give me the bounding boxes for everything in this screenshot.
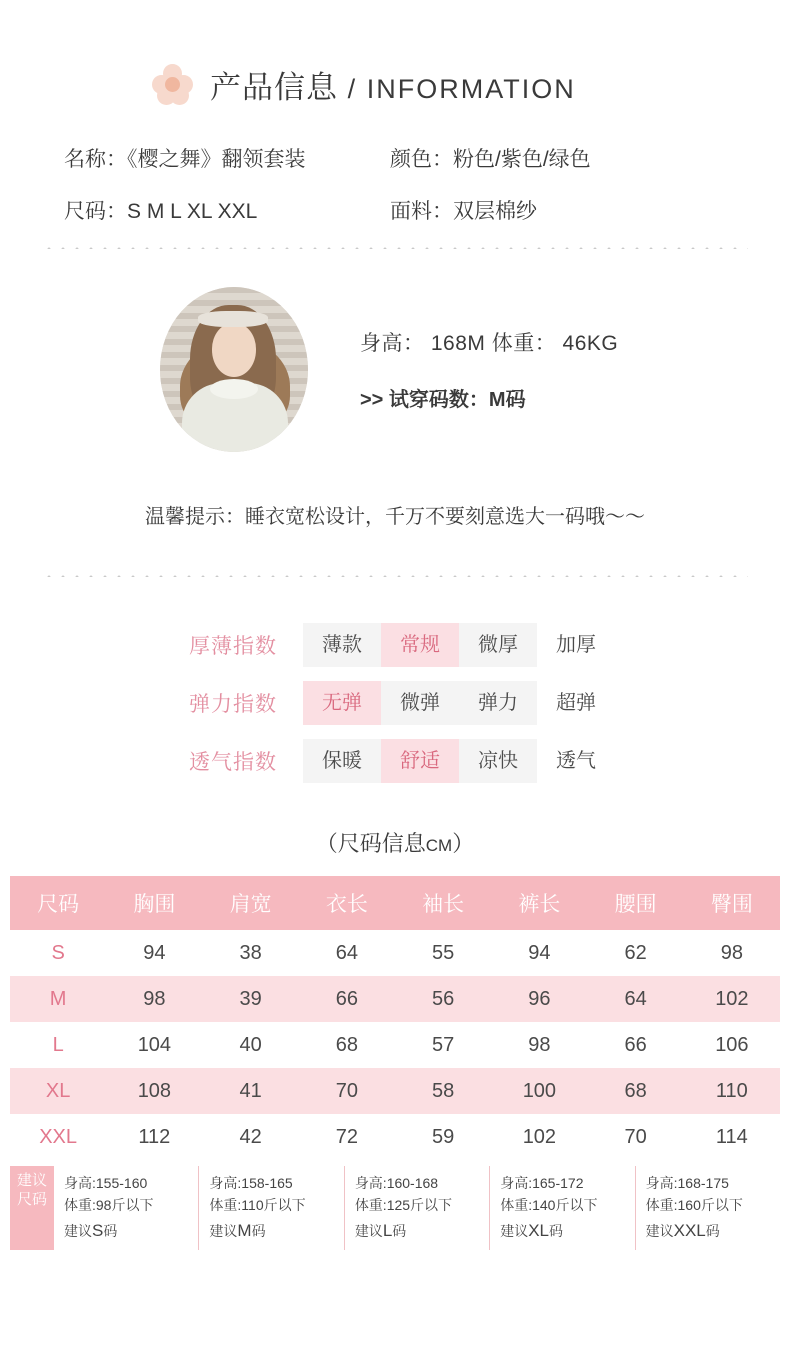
table-cell: 98 (528, 1033, 551, 1056)
table-cell-size: S (51, 941, 65, 964)
table-cell-size: L (52, 1033, 64, 1056)
size-table (10, 876, 780, 1160)
table-cell: 108 (137, 1079, 172, 1102)
table-cell: 70 (624, 1125, 647, 1148)
product-fabric: 面料：双层棉纱 (390, 200, 537, 223)
product-info (0, 143, 790, 225)
table-cell: 64 (624, 987, 647, 1010)
table-header-cell: 尺码 (10, 876, 106, 930)
table-cell: 39 (239, 987, 262, 1010)
table-cell: 66 (335, 987, 358, 1010)
product-sizes: 尺码：S M L XL XXL (64, 200, 258, 223)
table-cell: 40 (239, 1033, 262, 1056)
table-row (10, 1022, 780, 1068)
rec-size: 建议M码 (209, 1220, 266, 1240)
table-cell-size: M (49, 987, 67, 1010)
info-row (60, 195, 730, 225)
index-table (0, 623, 790, 797)
table-cell: 66 (624, 1033, 647, 1056)
page-header (0, 0, 790, 107)
table-header-cell: 袖长 (395, 876, 491, 930)
table-cell: 57 (432, 1033, 455, 1056)
index-row-elasticity (175, 681, 615, 725)
rec-size: 建议S码 (64, 1220, 118, 1240)
table-cell: 68 (335, 1033, 358, 1056)
model-try-on-size: >> 试穿码数：M码 (360, 389, 526, 411)
index-cell: 保暖 (303, 739, 381, 783)
table-cell: 59 (432, 1125, 455, 1148)
model-block (0, 287, 790, 452)
rec-height: 身高:158-165 (209, 1175, 293, 1191)
table-cell: 64 (335, 941, 358, 964)
recommended-size-item (490, 1166, 635, 1250)
table-cell: 114 (715, 1125, 748, 1148)
index-cell-active: 舒适 (381, 739, 459, 783)
table-header-cell: 肩宽 (203, 876, 299, 930)
model-text (360, 327, 618, 412)
size-chart-title (0, 827, 790, 858)
page-title (210, 62, 576, 107)
index-label: 弹力指数 (189, 693, 277, 716)
table-header-row (10, 876, 780, 930)
product-color: 颜色：粉色/紫色/绿色 (390, 148, 591, 171)
index-cell: 加厚 (537, 623, 615, 667)
table-cell: 106 (715, 1033, 749, 1056)
rec-weight: 体重:160斤以下 (645, 1197, 743, 1214)
size-chart-title-close: ） (452, 831, 475, 856)
index-cell: 弹力 (459, 681, 537, 725)
product-name: 名称：《樱之舞》翻领套装 (64, 148, 306, 171)
rec-size: 建议XL码 (500, 1220, 564, 1240)
model-photo (160, 287, 308, 452)
rec-weight: 体重:110斤以下 (209, 1197, 306, 1214)
table-cell: 110 (715, 1079, 748, 1102)
recommended-size-strip (10, 1166, 780, 1250)
size-chart-unit: CM (425, 836, 453, 855)
table-cell: 70 (335, 1079, 358, 1102)
table-cell: 102 (522, 1125, 557, 1148)
index-row-breathability (175, 739, 615, 783)
recommended-size-item (54, 1166, 199, 1250)
table-cell: 98 (720, 941, 743, 964)
table-cell: 98 (143, 987, 166, 1010)
rec-weight: 体重:98斤以下 (64, 1197, 154, 1214)
table-row (10, 1114, 780, 1160)
table-cell: 94 (143, 941, 166, 964)
rec-size: 建议L码 (354, 1220, 407, 1240)
index-cell: 薄款 (303, 623, 381, 667)
recommended-size-item (636, 1166, 780, 1250)
rec-height: 身高:168-175 (645, 1175, 729, 1191)
table-row (10, 1068, 780, 1114)
index-label: 厚薄指数 (189, 635, 277, 658)
recommended-size-label: 建议尺码 (10, 1166, 54, 1250)
table-cell: 104 (137, 1033, 172, 1056)
table-header-cell: 腰围 (588, 876, 684, 930)
index-cell: 透气 (537, 739, 615, 783)
table-header-cell: 臀围 (684, 876, 780, 930)
table-cell: 96 (528, 987, 551, 1010)
recommended-size-item (199, 1166, 344, 1250)
flower-icon (152, 64, 194, 106)
rec-height: 身高:165-172 (500, 1175, 584, 1191)
divider-dotted-top (42, 247, 748, 249)
rec-weight: 体重:140斤以下 (500, 1197, 598, 1214)
table-cell: 100 (522, 1079, 557, 1102)
table-cell: 72 (335, 1125, 358, 1148)
index-cell: 微厚 (459, 623, 537, 667)
table-header-cell: 裤长 (491, 876, 587, 930)
table-cell-size: XXL (39, 1125, 78, 1148)
recommended-size-item (345, 1166, 490, 1250)
index-cell: 微弹 (381, 681, 459, 725)
table-cell: 62 (624, 941, 647, 964)
table-cell-size: XL (45, 1079, 71, 1102)
page-title-separator: / (347, 74, 358, 104)
table-header-cell: 衣长 (299, 876, 395, 930)
table-row (10, 976, 780, 1022)
info-row (60, 143, 730, 173)
table-cell: 102 (715, 987, 749, 1010)
divider-dotted-bottom (42, 575, 748, 577)
table-cell: 68 (624, 1079, 647, 1102)
table-cell: 56 (432, 987, 455, 1010)
table-cell: 94 (528, 941, 551, 964)
table-header-cell: 胸围 (106, 876, 202, 930)
rec-size: 建议XXL码 (645, 1220, 720, 1240)
table-cell: 55 (432, 941, 455, 964)
fit-tips: 温馨提示：睡衣宽松设计，千万不要刻意选大一码哦～～ (145, 506, 645, 528)
table-cell: 42 (239, 1125, 262, 1148)
index-row-thickness (175, 623, 615, 667)
model-stats: 身高： 168M 体重： 46KG (360, 332, 619, 355)
index-label: 透气指数 (189, 751, 277, 774)
table-cell: 58 (432, 1079, 455, 1102)
table-cell: 38 (239, 941, 262, 964)
index-cell: 超弹 (537, 681, 615, 725)
index-cell: 凉快 (459, 739, 537, 783)
table-cell: 112 (138, 1125, 171, 1148)
size-chart-title-cn: （尺码信息 (315, 831, 426, 856)
index-cell-active: 无弹 (303, 681, 381, 725)
rec-weight: 体重:125斤以下 (354, 1197, 453, 1214)
rec-height: 身高:155-160 (64, 1175, 148, 1191)
table-row (10, 930, 780, 976)
page-title-en: INFORMATION (366, 74, 576, 104)
page-title-cn: 产品信息 (210, 70, 338, 105)
index-cell-active: 常规 (381, 623, 459, 667)
table-cell: 41 (239, 1079, 262, 1102)
rec-height: 身高:160-168 (354, 1175, 439, 1191)
